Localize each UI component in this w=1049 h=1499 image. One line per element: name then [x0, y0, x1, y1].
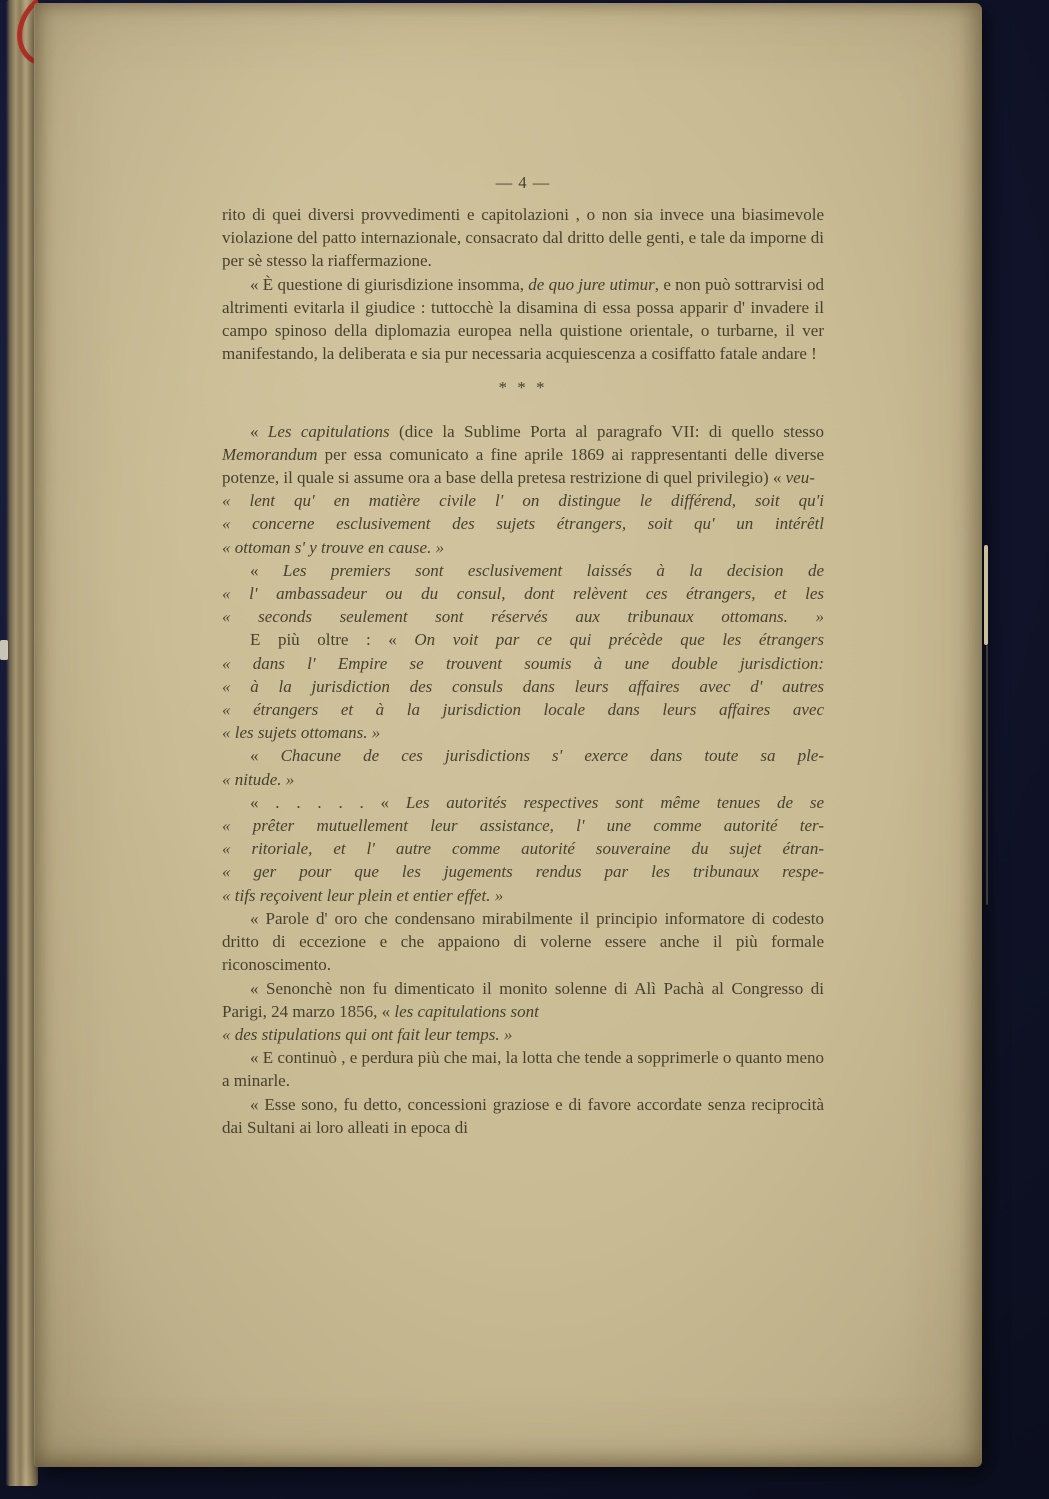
italic-text: Memorandum — [222, 444, 318, 464]
paragraph — [222, 1093, 824, 1139]
text-line — [222, 791, 824, 814]
text-line — [222, 884, 824, 907]
italic-text: Les capitulations — [267, 421, 390, 441]
text-line — [222, 536, 824, 559]
paragraph — [222, 907, 824, 977]
roman-text: « . . . . . « — [250, 792, 406, 812]
roman-text: « Senonchè non fu dimenticato il monito solenne di Alì Pachà al Congresso di Parigi, 24 marzo 1856, « — [222, 978, 824, 1021]
text-line — [222, 721, 824, 744]
roman-text: « — [250, 746, 281, 766]
text-line — [222, 675, 824, 698]
italic-text: « étrangers et à la jurisdiction locale dans leurs affaires avec — [222, 700, 824, 720]
roman-text: rito di quei diversi provvedimenti e capitolazioni , o non sia invece una biasimevole violazione del patto internazionale, consacrato dal dritto delle genti, e tale da imporne di per sè stesso la riaffermazione. — [222, 205, 824, 271]
italic-text: « lent qu' en matière civile l' on distingue le différend, soit qu'i — [222, 491, 824, 511]
adjacent-page-edge — [984, 545, 988, 645]
roman-text: « È questione di giurisdizione insomma, — [250, 274, 529, 294]
roman-text: E più oltre : « — [250, 630, 415, 650]
text-line — [222, 559, 824, 582]
italic-text: « concerne esclusivement des sujets étrangers, soit qu' un intérêtl — [222, 514, 824, 534]
italic-text: veu- — [785, 468, 815, 488]
italic-text: « ritoriale, et l' autre comme autorité souveraine du sujet étran- — [222, 839, 824, 859]
italic-text: On voit par ce qui précède que les étrangers — [414, 630, 824, 650]
roman-text: « E continuò , e perdura più che mai, la lotta che tende a sopprimerle o quanto meno a minarle. — [222, 1048, 824, 1091]
italic-text: de quo jure utimur — [528, 274, 655, 294]
italic-text: « ger pour que les jugements rendus par les tribunaux respe- — [222, 862, 824, 882]
text-line — [222, 744, 824, 767]
text-line — [222, 1023, 824, 1046]
paragraph — [222, 273, 824, 366]
text-line — [222, 860, 824, 883]
italic-text: « des stipulations qui ont fait leur temps. » — [222, 1024, 513, 1044]
text-line — [222, 605, 824, 628]
italic-text: les capitulations sont — [394, 1001, 539, 1021]
page-text-area — [222, 173, 824, 1139]
italic-text: « prêter mutuellement leur assistance, l' une comme autorité ter- — [222, 816, 824, 836]
paragraph — [222, 1046, 824, 1092]
roman-text: « Parole d' oro che condensano mirabilmente il principio informatore di codesto dritto di eccezione e che appaiono di volerne essere anche il più formale riconoscimento. — [222, 908, 824, 975]
italic-text: « à la jurisdiction des consuls dans leurs affaires avec d' autres — [222, 676, 824, 696]
adjacent-page-edge-shadow — [986, 645, 988, 905]
section-separator: * * * — [498, 378, 548, 398]
text-line — [222, 628, 824, 651]
text-line — [222, 512, 824, 535]
book-page — [34, 3, 982, 1467]
text-line — [222, 837, 824, 860]
text-line — [222, 814, 824, 837]
paragraph — [222, 203, 824, 273]
text-line — [222, 489, 824, 512]
italic-text: « nitude. » — [222, 769, 295, 789]
text-line — [222, 768, 824, 791]
italic-text: « tifs reçoivent leur plein et entier effet. » — [222, 885, 504, 905]
text-line — [222, 698, 824, 721]
italic-text: « seconds seulement sont réservés aux tribunaux ottomans. » — [222, 607, 824, 627]
paper-speck — [0, 640, 8, 660]
roman-text: « — [250, 421, 268, 441]
italic-text: Chacune de ces jurisdictions s' exerce dans toute sa ple- — [280, 746, 825, 766]
italic-text: « les sujets ottomans. » — [222, 723, 381, 743]
italic-text: Les premiers sont esclusivement laissés à la decision de — [282, 560, 824, 580]
italic-text: Les autorités respectives sont même tenues de se — [405, 792, 825, 812]
italic-text: « ottoman s' y trouve en cause. » — [222, 537, 445, 557]
roman-text: « — [250, 560, 283, 580]
text-line — [222, 582, 824, 605]
page-text — [222, 203, 824, 1139]
paragraph — [222, 977, 824, 1023]
italic-text: « dans l' Empire se trouvent soumis à une double jurisdiction: — [222, 653, 824, 673]
paragraph — [222, 420, 824, 490]
roman-text: « Esse sono, fu detto, concessioni graziose e di favore accordate senza reciprocità dai Sultani ai loro alleati in epoca di — [222, 1094, 824, 1137]
italic-text: « l' ambassadeur ou du consul, dont relèvent ces étrangers, et les — [222, 584, 824, 604]
roman-text: (dice la Sublime Porta al paragrafo VII: di quello stesso — [389, 421, 825, 441]
roman-text: , e non può sottrarvisi od altrimenti evitarla il giudice : tuttocchè la disamina di essa possa apparir d' invadere il campo spinoso della diplomazia europea nella quistione orientale, o turbarne, il ver manifestando, la deliberata e sia pur necessaria acquiescenza a cosiffatto fatale andare ! — [222, 274, 824, 364]
roman-text: per essa comunicato a fine aprile 1869 ai rappresentanti delle diverse potenze, il quale si assume ora a base della pretesa restrizione di quel privilegio) « — [222, 444, 824, 488]
page-number: — 4 — — [495, 173, 551, 192]
text-line — [222, 652, 824, 675]
